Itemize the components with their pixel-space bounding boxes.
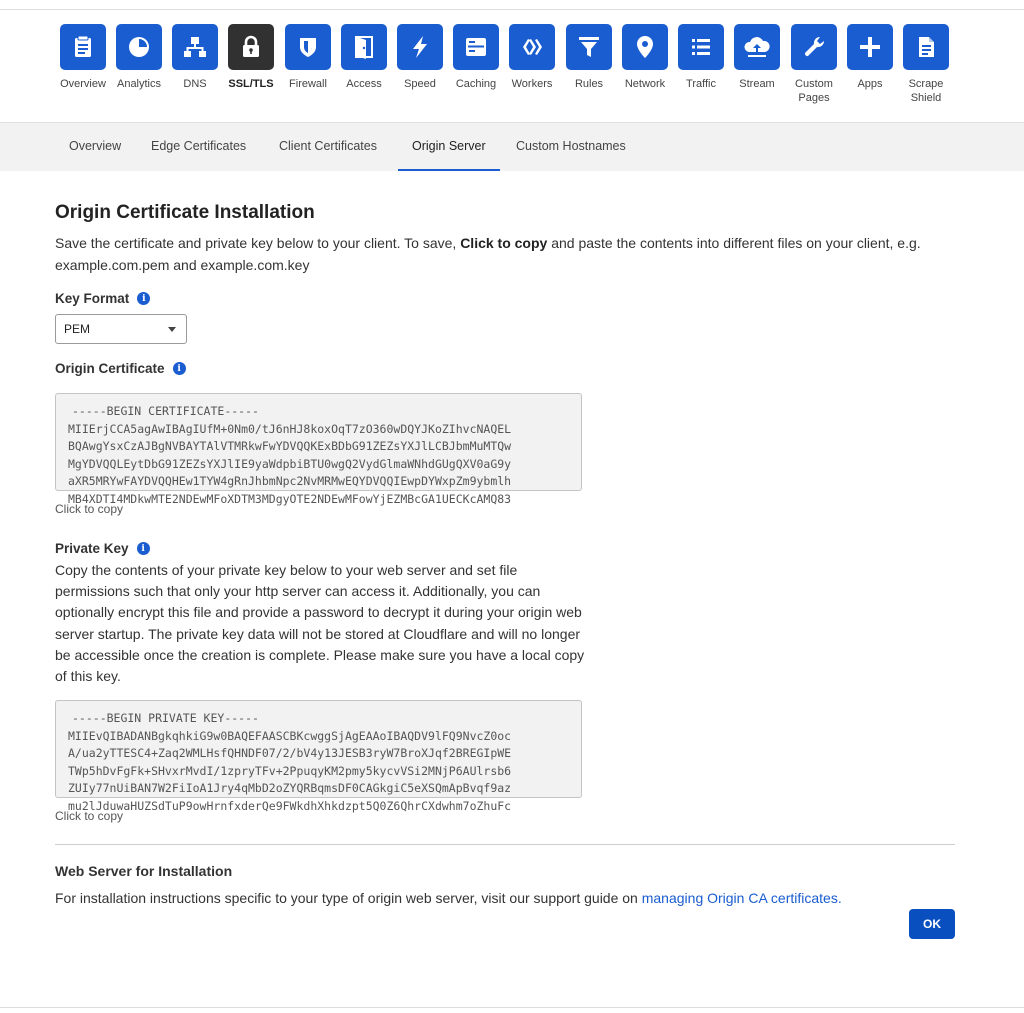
tab-edge-certificates[interactable]: Edge Certificates bbox=[151, 139, 247, 153]
app-label: Network bbox=[624, 78, 666, 90]
app-stream[interactable] bbox=[729, 24, 785, 91]
app-label: Firewall bbox=[289, 78, 327, 90]
app-label: Scrape Shield bbox=[908, 78, 944, 104]
app-apps[interactable] bbox=[842, 24, 898, 91]
key-format-label: Key Format i bbox=[55, 291, 150, 306]
app-analytics[interactable] bbox=[111, 24, 167, 91]
app-label: Custom Pages bbox=[795, 78, 833, 104]
private-key-description: Copy the contents of your private key below to your web server and set file permissions such that only your http server can access it. Additionally, you can optionally encrypt this file and provide a password to decrypt it during your origin web server startup. The private key data will not be stored at Cloudflare and will no longer be accessible once the creation is complete. Please make sure you have a local copy of this key. bbox=[55, 562, 585, 685]
app-label: Caching bbox=[455, 78, 497, 90]
app-dns[interactable] bbox=[167, 24, 223, 91]
ssl-subnav bbox=[0, 122, 1024, 171]
code-line: TWp5hDvFgFk+SHvxrMvdI/1zpryTFv+2PpuqyKM2pmy5kycvVSi2MNjP6AUlrsb6 bbox=[68, 763, 512, 778]
code-line: MIIEvQIBADANBgkqhkiG9w0BAQEFAASCBKcwggSjAgEAAoIBAQDV9lFQ9NvcZ0oc bbox=[68, 728, 512, 743]
app-network[interactable] bbox=[617, 24, 673, 91]
app-speed[interactable] bbox=[392, 24, 448, 91]
funnel-icon bbox=[566, 24, 612, 70]
code-line: A/ua2yTTESC4+Zaq2WMLHsfQHNDF07/2/bV4y13JESB3ryW7BroXJqf2BREGIpWE bbox=[68, 746, 512, 760]
file-icon bbox=[903, 24, 949, 70]
key-format-select[interactable]: PEM bbox=[55, 314, 187, 344]
app-label: Analytics bbox=[116, 78, 162, 90]
app-label: Workers bbox=[511, 78, 553, 90]
door-icon bbox=[341, 24, 387, 70]
code-line: ZUIy77nUiBAN7W2FiIoA1Jry4qMbD2oZYQRBqmsDF0CAGkgiC5eXSQmApBvqf9az bbox=[68, 781, 512, 795]
app-label: Rules bbox=[574, 78, 604, 90]
app-label: Traffic bbox=[686, 78, 716, 90]
section-divider bbox=[55, 844, 955, 845]
app-label: Stream bbox=[739, 78, 775, 90]
code-line: BQAwgYsxCzAJBgNVBAYTAlVTMRkwFwYDVQQKExBDbG91ZEZsYXJlLCBJbmMuMTQw bbox=[68, 439, 512, 453]
origin-certificate-textbox[interactable] bbox=[55, 393, 582, 506]
app-rules[interactable] bbox=[561, 24, 617, 91]
lock-icon bbox=[228, 24, 274, 70]
app-caching[interactable] bbox=[448, 24, 504, 91]
copy-private-key-link[interactable]: Click to copy bbox=[55, 809, 124, 823]
private-key-label: Private Key i bbox=[55, 541, 150, 556]
app-overview[interactable] bbox=[55, 24, 111, 91]
code-line: MIIErjCCA5agAwIBAgIUfM+0Nm0/tJ6nHJ8koxOqT7zO360wDQYJKoZIhvcNAQEL bbox=[68, 421, 512, 436]
cloud-upload-icon bbox=[734, 24, 780, 70]
code-line: aXR5MRYwFAYDVQQHEw1TYW4gRnJhbmNpc2NvMRMwEQYDVQQIEwpDYWxpZm9ybmlh bbox=[68, 474, 512, 488]
origin-ca-guide-link[interactable]: managing Origin CA certificates. bbox=[641, 890, 842, 906]
product-nav-bar bbox=[0, 10, 1024, 122]
app-label: Overview bbox=[60, 78, 106, 90]
app-scrape-shield[interactable] bbox=[898, 24, 954, 105]
origin-certificate-label: Origin Certificate i bbox=[55, 361, 186, 376]
info-icon[interactable]: i bbox=[173, 362, 186, 375]
pie-chart-icon bbox=[116, 24, 162, 70]
code-line: MgYDVQQLEytDbG91ZEZsYXJlIE9yaWdpbiBTU0wgQ2VydGlmaWNhdGUgQXV0aG9y bbox=[68, 456, 512, 471]
code-line: mu2lJduwaHUZSdTuP9owHrnfxderQe9FWkdhXhkdzpt5Q0Z6QhrCXdwhm7oZhuFc bbox=[68, 798, 512, 813]
app-custom-pages[interactable] bbox=[786, 24, 842, 105]
bottom-border bbox=[0, 1007, 1024, 1008]
location-pin-icon bbox=[622, 24, 668, 70]
copy-certificate-link[interactable]: Click to copy bbox=[55, 502, 124, 516]
web-server-text: For installation instructions specific to your type of origin web server, visit our support guide on managing Origin CA certificates. bbox=[55, 890, 842, 906]
code-line: MB4XDTI4MDkwMTE2NDEwMFoXDTM3MDgyOTE2NDEwMFowYjEZMBcGA1UECKcAMQ83 bbox=[68, 491, 512, 506]
app-traffic[interactable] bbox=[673, 24, 729, 91]
web-server-title: Web Server for Installation bbox=[55, 863, 233, 879]
plus-icon bbox=[847, 24, 893, 70]
network-tree-icon bbox=[172, 24, 218, 70]
info-icon[interactable]: i bbox=[137, 542, 150, 555]
lightning-icon bbox=[397, 24, 443, 70]
code-line: -----BEGIN CERTIFICATE----- bbox=[72, 404, 259, 418]
list-icon bbox=[678, 24, 724, 70]
tab-origin-server[interactable]: Origin Server bbox=[398, 123, 500, 171]
app-ssl-tls[interactable] bbox=[223, 24, 279, 91]
app-label: SSL/TLS bbox=[228, 78, 274, 90]
info-icon[interactable]: i bbox=[137, 292, 150, 305]
app-access[interactable] bbox=[336, 24, 392, 91]
code-line: -----BEGIN PRIVATE KEY----- bbox=[72, 711, 259, 725]
shield-icon bbox=[285, 24, 331, 70]
private-key-textbox[interactable] bbox=[55, 700, 582, 813]
workers-icon bbox=[509, 24, 555, 70]
wrench-icon bbox=[791, 24, 837, 70]
tab-custom-hostnames[interactable]: Custom Hostnames bbox=[516, 139, 626, 153]
app-workers[interactable] bbox=[504, 24, 560, 91]
intro-text: Save the certificate and private key below to your client. To save, Click to copy and paste the contents into different files on your client, e.g. example.com.pem and example.com.key bbox=[55, 235, 921, 273]
app-label: DNS bbox=[183, 78, 207, 90]
chevron-down-icon bbox=[168, 327, 176, 332]
app-firewall[interactable] bbox=[280, 24, 336, 91]
tab-overview[interactable]: Overview bbox=[69, 139, 122, 153]
server-icon bbox=[453, 24, 499, 70]
tab-client-certificates[interactable]: Client Certificates bbox=[279, 139, 377, 153]
app-label: Speed bbox=[404, 78, 436, 90]
ok-button[interactable]: OK bbox=[909, 909, 955, 939]
page-title: Origin Certificate Installation bbox=[55, 202, 315, 223]
app-label: Apps bbox=[857, 78, 883, 90]
document-icon bbox=[60, 24, 106, 70]
app-label: Access bbox=[346, 78, 382, 90]
